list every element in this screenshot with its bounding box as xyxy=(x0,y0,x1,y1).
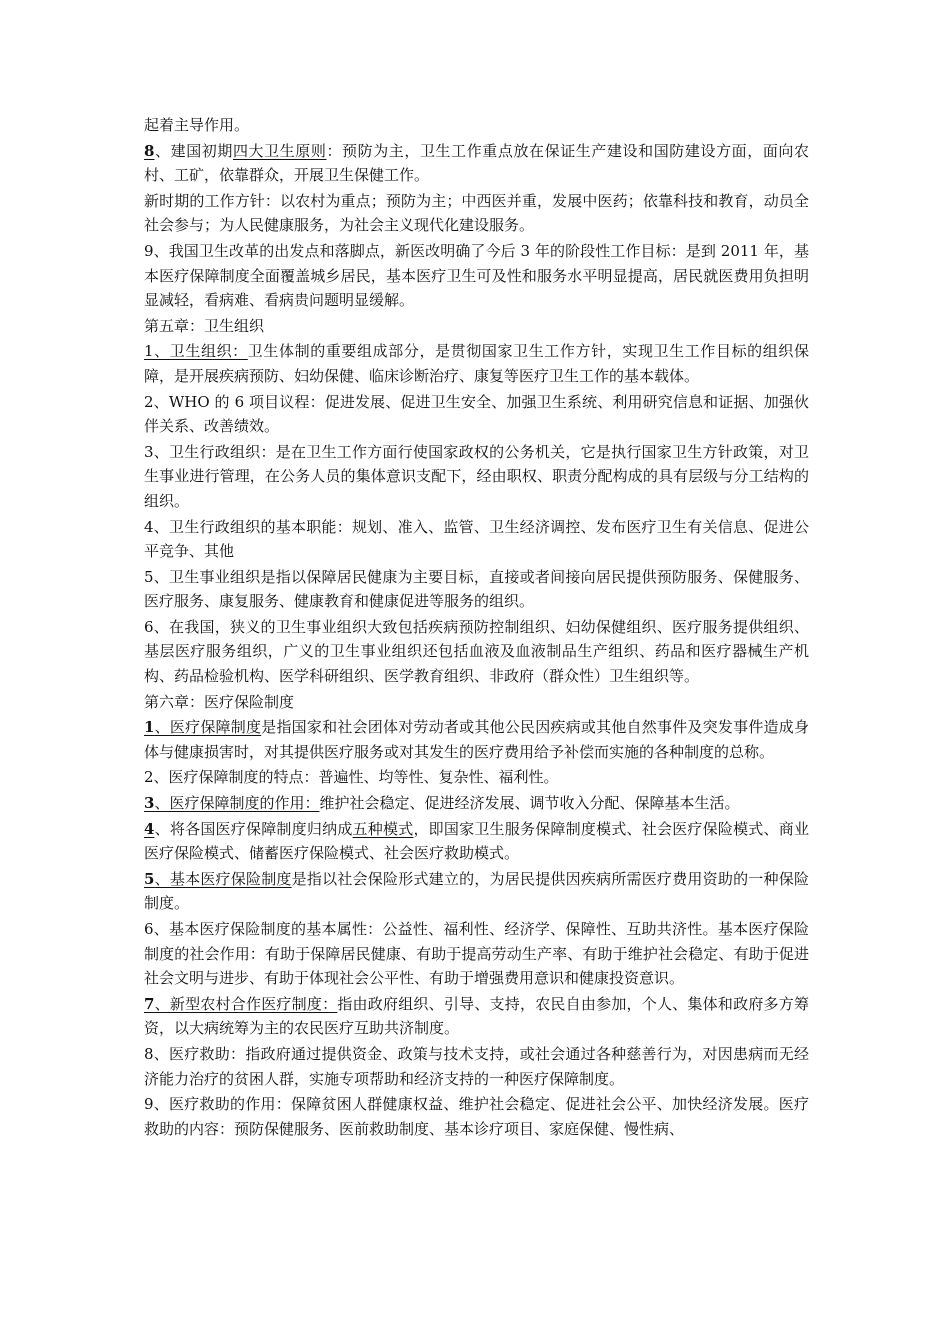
paragraph xyxy=(144,1042,809,1091)
paragraph xyxy=(144,239,809,313)
text-run: 新时期的工作方针：以农村为重点；预防为主；中西医并重，发展中医药；依靠科技和教育，动员全社会参与；为人民健康服务，为社会主义现代化建设服务。 xyxy=(144,191,809,235)
text-run: ：预防为主，卫生工作重点放在保证生产建设和国防建设方面，面向农村、工矿，依靠群众，开展卫生保健工作。 xyxy=(144,141,809,185)
paragraph xyxy=(144,867,809,916)
text-run: 是指以社会保险形式建立的，为居民提供因疾病所需医疗费用资助的一种保险制度。 xyxy=(144,869,809,913)
emphasized-text: 3 xyxy=(144,794,155,813)
text-run: 卫生体制的重要组成部分，是贯彻国家卫生工作方针，实现卫生工作目标的组织保障，是开展疾病预防、妇幼保健、临床诊断治疗、康复等医疗卫生工作的基本载体。 xyxy=(144,342,809,385)
text-run: 第六章：医疗保险制度 xyxy=(144,692,295,711)
paragraph xyxy=(144,565,809,614)
paragraph xyxy=(144,515,809,564)
paragraph xyxy=(144,690,809,715)
text-run: 、将各国医疗保障制度归纳成 xyxy=(154,819,353,838)
paragraph xyxy=(144,189,809,238)
text-run: 是指国家和社会团体对劳动者或其他公民因疾病或其他自然事件及突发事件造成身体与健康损害时，对其提供医疗服务或对其发生的医疗费用给予补偿而实施的各种制度的总称。 xyxy=(144,718,809,761)
paragraph xyxy=(144,1092,809,1141)
emphasized-text: 、基本医疗保险制度 xyxy=(154,869,292,888)
text-run: 9、我国卫生改革的出发点和落脚点，新医改明确了今后 3 年的阶段性工作目标：是到 2011 年，基本医疗保障制度全面覆盖城乡居民，基本医疗卫生可及性和服务水平明显提高，居民就医费用负担明显减轻，看病难、看病贵问题明显缓解。 xyxy=(144,241,809,310)
paragraph xyxy=(144,817,809,866)
emphasized-text: 五种模式 xyxy=(352,819,414,838)
emphasized-text: 1、卫生组织： xyxy=(144,342,248,361)
text-run: 2、WHO 的 6 项目议程：促进发展、促进卫生安全、加强卫生系统、利用研究信息和证据、加强伙伴关系、改善绩效。 xyxy=(144,392,809,436)
paragraph xyxy=(144,917,809,991)
text-run: 指由政府组织、引导、支持，农民自由参加，个人、集体和政府多方筹资，以大病统筹为主的农民医疗互助共济制度。 xyxy=(144,994,809,1038)
emphasized-text: 7 xyxy=(144,994,155,1013)
text-run: 、建国初期 xyxy=(154,141,233,160)
paragraph xyxy=(144,992,809,1041)
emphasized-text: 、医疗保障制度的作用： xyxy=(154,794,320,813)
paragraph xyxy=(144,615,809,689)
paragraph xyxy=(144,339,809,388)
emphasized-text: 、新型农村合作医疗制度： xyxy=(154,994,338,1013)
paragraph xyxy=(144,715,809,764)
paragraph xyxy=(144,113,809,138)
emphasized-text: 四大卫生原则 xyxy=(232,141,327,160)
paragraph xyxy=(144,390,809,439)
emphasized-text: 8 xyxy=(144,141,155,160)
paragraph xyxy=(144,314,809,339)
text-run: 6、在我国，狭义的卫生事业组织大致包括疾病预防控制组织、妇幼保健组织、医疗服务提供组织、基层医疗服务组织，广义的卫生事业组织还包括血液及血液制品生产组织、药品和医疗器械生产机构、药品检验机构、医学科研组织、医学教育组织、非政府（群众性）卫生组织等。 xyxy=(144,617,809,686)
text-run: 4、卫生行政组织的基本职能：规划、准入、监管、卫生经济调控、发布医疗卫生有关信息、促进公平竞争、其他 xyxy=(144,517,809,561)
text-run: 起着主导作用。 xyxy=(144,116,250,134)
emphasized-text: 1 xyxy=(144,718,155,737)
text-run: 9、医疗救助的作用：保障贫困人群健康权益、维护社会稳定、促进社会公平、加快经济发展。医疗救助的内容：预防保健服务、医前救助制度、基本诊疗项目、家庭保健、慢性病、 xyxy=(144,1095,809,1138)
emphasized-text: 、医疗保障制度 xyxy=(154,718,262,737)
text-run: 6、基本医疗保险制度的基本属性：公益性、福利性、经济学、保障性、互助共济性。基本医疗保险制度的社会作用：有助于保障居民健康、有助于提高劳动生产率、有助于维护社会稳定、有助于促进社会文明与进步、有助于体现社会公平性、有助于增强费用意识和健康投资意识。 xyxy=(144,920,809,988)
paragraph xyxy=(144,765,809,790)
document-body xyxy=(144,113,809,1142)
paragraph xyxy=(144,139,809,188)
emphasized-text: 5 xyxy=(144,869,155,888)
text-run: 2、医疗保障制度的特点：普遍性、均等性、复杂性、福利性。 xyxy=(144,768,559,787)
text-run: 5、卫生事业组织是指以保障居民健康为主要目标，直接或者间接向居民提供预防服务、保健服务、医疗服务、康复服务、健康教育和健康促进等服务的组织。 xyxy=(144,567,809,611)
emphasized-text: 4 xyxy=(144,819,155,838)
text-run: 维护社会稳定、促进经济发展、调节收入分配、保障基本生活。 xyxy=(319,794,740,813)
paragraph xyxy=(144,440,809,514)
text-run: 第五章：卫生组织 xyxy=(144,316,265,335)
text-run: 8、医疗救助：指政府通过提供资金、政策与技术支持，或社会通过各种慈善行为，对因患病而无经济能力治疗的贫困人群，实施专项帮助和经济支持的一种医疗保障制度。 xyxy=(144,1044,809,1088)
paragraph xyxy=(144,791,809,816)
text-run: 3、卫生行政组织：是在卫生工作方面行使国家政权的公务机关，它是执行国家卫生方针政策，对卫生事业进行管理，在公务人员的集体意识支配下，经由职权、职责分配构成的具有层级与分工结构的组织。 xyxy=(144,442,809,510)
text-run: ，即国家卫生服务保障制度模式、社会医疗保险模式、商业医疗保险模式、储蓄医疗保险模式、社会医疗救助模式。 xyxy=(144,819,809,863)
